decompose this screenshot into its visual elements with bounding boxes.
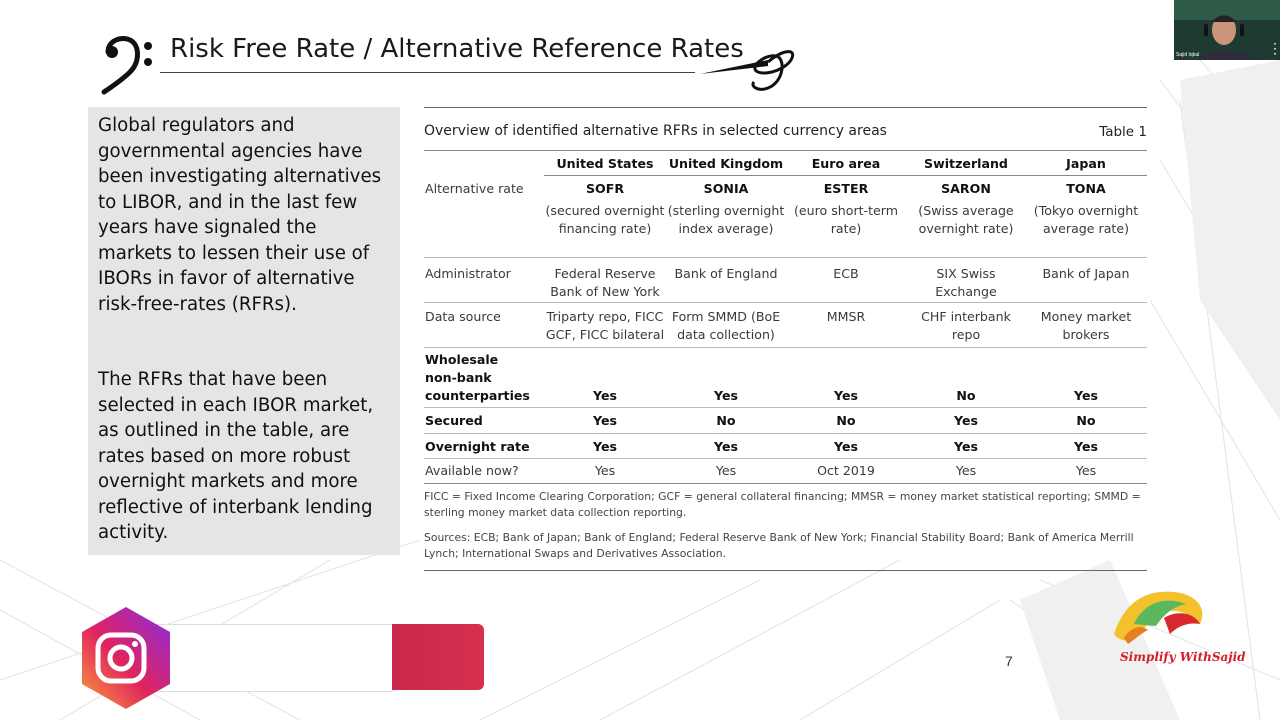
available-switzerland: Yes (955, 463, 977, 478)
wholesale-uk: Yes (713, 388, 738, 403)
wholesale-us: Yes (592, 388, 617, 403)
column-header-euro: Euro area (811, 156, 881, 171)
rate-code-us: SOFR (585, 181, 625, 196)
administrator-euro: ECB (833, 266, 859, 281)
row-rule (424, 458, 1147, 459)
wholesale-switzerland: No (956, 388, 976, 403)
available-euro: Oct 2019 (817, 463, 875, 478)
explanation-paragraph-2: The RFRs that have been selected in each IBOR market, as outlined in the table, are rates based on more robust overnight markets and more reflective of interbank lending activity. (98, 369, 374, 543)
simplify-with-sajid-logo (1104, 584, 1214, 654)
column-header-switzerland: Switzerland (924, 156, 1008, 171)
bass-clef-icon (100, 34, 160, 96)
available-uk: Yes (715, 463, 737, 478)
table-sources: Sources: ECB; Bank of Japan; Bank of England; Federal Reserve Bank of New York; Financial Stability Board; Bank of America Merrill Lynch; International Swaps and Derivatives Association. (424, 531, 1134, 560)
overnight-us: Yes (592, 439, 617, 454)
table-number: Table 1 (1099, 124, 1147, 140)
row-label-data-source: Data source (425, 309, 501, 324)
row-label-overnight-rate: Overnight rate (425, 439, 530, 454)
row-label-wholesale-line-2: non-bank (425, 370, 492, 385)
row-label-wholesale-line-1: Wholesale (425, 352, 499, 367)
explanation-panel (88, 107, 400, 555)
column-header-japan: Japan (1066, 156, 1106, 171)
rate-description-euro: (euro short-term rate) (793, 203, 899, 236)
caption-rule (424, 150, 1147, 151)
row-rule (424, 407, 1147, 408)
overnight-japan: Yes (1073, 439, 1098, 454)
webcam-participant-name: Sajid Iqbal (1176, 52, 1200, 58)
wholesale-euro: Yes (833, 388, 858, 403)
rate-description-switzerland: (Swiss average overnight rate) (918, 203, 1014, 236)
row-label-secured: Secured (425, 413, 483, 428)
flourish-decoration (698, 42, 798, 94)
rate-description-uk: (sterling overnight index average) (667, 203, 785, 236)
overnight-uk: Yes (713, 439, 738, 454)
sources-rule (424, 570, 1147, 571)
rate-code-japan: TONA (1066, 181, 1106, 196)
instagram-banner-white (150, 624, 397, 692)
administrator-us: Federal Reserve Bank of New York (550, 266, 660, 299)
column-header-us: United States (556, 156, 654, 171)
row-label-alternative-rate: Alternative rate (425, 181, 524, 196)
row-rule (424, 257, 1147, 258)
table-caption: Overview of identified alternative RFRs in selected currency areas (424, 123, 887, 139)
explanation-paragraph-1: Global regulators and governmental agencies have been investigating alternatives to LIBOR, and in the last few years have signaled the markets to lessen their use of IBORs in favor of alternative risk-free-rates (RFRs). (98, 115, 382, 315)
more-options-icon[interactable]: ⋮ (1268, 40, 1282, 56)
row-rule (424, 347, 1147, 348)
slide-title: Risk Free Rate / Alternative Reference Rates (170, 34, 744, 64)
table-footnote: FICC = Fixed Income Clearing Corporation; GCF = general collateral financing; MMSR = money market statistical reporting; SMMD = sterling money market data collection reporting. (424, 490, 1141, 519)
secured-japan: No (1076, 413, 1096, 428)
row-rule (424, 433, 1147, 434)
header-rule (544, 175, 1147, 176)
secured-uk: No (716, 413, 736, 428)
logo-text: Simplify WithSajid (1120, 650, 1246, 664)
data-source-us: Triparty repo, FICC GCF, FICC bilateral (545, 309, 665, 342)
data-source-euro: MMSR (826, 309, 866, 324)
administrator-switzerland: SIX Swiss Exchange (935, 266, 997, 299)
secured-euro: No (836, 413, 856, 428)
instagram-banner-red (392, 624, 484, 690)
rate-code-euro: ESTER (823, 181, 869, 196)
rate-description-japan: (Tokyo overnight average rate) (1033, 203, 1139, 236)
data-source-switzerland: CHF interbank repo (921, 309, 1011, 342)
rate-description-us: (secured overnight financing rate) (545, 203, 665, 236)
table-top-rule (424, 107, 1147, 108)
secured-us: Yes (592, 413, 617, 428)
row-label-wholesale-line-3: counterparties (425, 388, 530, 403)
secured-switzerland: Yes (953, 413, 978, 428)
table-bottom-rule (424, 483, 1147, 484)
data-source-uk: Form SMMD (BoE data collection) (671, 309, 781, 342)
instagram-icon[interactable] (80, 605, 172, 711)
row-rule (424, 302, 1147, 303)
administrator-japan: Bank of Japan (1042, 266, 1130, 281)
rate-code-uk: SONIA (703, 181, 749, 196)
title-underline (160, 72, 695, 73)
rate-code-switzerland: SARON (941, 181, 991, 196)
administrator-uk: Bank of England (674, 266, 778, 281)
overnight-euro: Yes (833, 439, 858, 454)
row-label-available-now: Available now? (425, 463, 519, 478)
row-label-administrator: Administrator (425, 266, 511, 281)
overnight-switzerland: Yes (953, 439, 978, 454)
page-number: 7 (1005, 653, 1013, 669)
webcam-video (1174, 0, 1280, 60)
column-header-uk: United Kingdom (668, 156, 784, 171)
wholesale-japan: Yes (1073, 388, 1098, 403)
available-japan: Yes (1075, 463, 1097, 478)
data-source-japan: Money market brokers (1040, 309, 1132, 342)
available-us: Yes (594, 463, 616, 478)
webcam-person-silhouette (1174, 0, 1280, 60)
